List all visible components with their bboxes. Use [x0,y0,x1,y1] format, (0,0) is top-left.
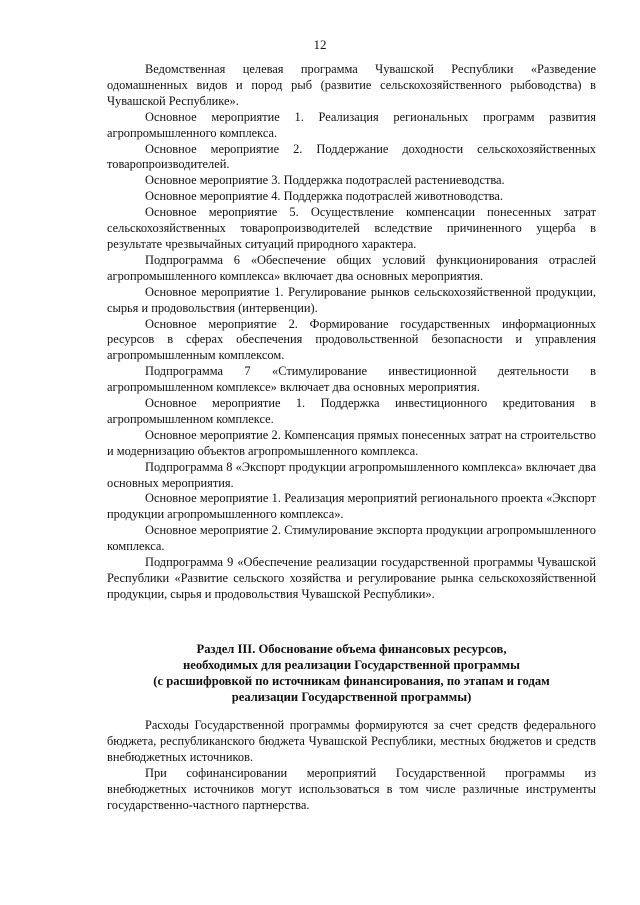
paragraph: Подпрограмма 6 «Обеспечение общих условий функционирования отраслей агропромышленного комплекса» включает два основных мероприятия. [107,252,596,283]
paragraph: Ведомственная целевая программа Чувашской Республики «Разведение одомашненных видов и пород рыб (развитие сельскохозяйственного рыбоводства) в Чувашской Республике». [107,62,596,108]
paragraph: При софинансировании мероприятий Государственной программы из внебюджетных источников могут использоваться в том числе различные инструменты государственно-частного партнерства. [107,765,596,812]
paragraph: Расходы Государственной программы формируются за счет средств федерального бюджета, республиканского бюджета Чувашской Республики, местных бюджетов и средств внебюджетных источников. [107,718,596,764]
paragraph: Основное мероприятие 2. Стимулирование экспорта продукции агропромышленного комплекса. [107,523,596,554]
paragraph: Основное мероприятие 4. Поддержка подотраслей животноводства. [145,189,504,204]
paragraph: Подпрограмма 7 «Стимулирование инвестиционной деятельности в агропромышленном комплексе» включает два основных мероприятия. [107,364,596,395]
section-heading [107,641,596,705]
paragraph: Основное мероприятие 2. Формирование государственных информационных ресурсов в сферах обеспечения продовольственной безопасности и управления агропромышленным комплексом. [107,316,596,363]
paragraph: Подпрограмма 9 «Обеспечение реализации государственной программы Чувашской Республики «Развитие сельского хозяйства и регулирование рынка сельскохозяйственной продукции, сырья и продовольствия Чувашской Республики». [107,555,596,601]
section-heading-line: (с расшифровкой по источникам финансирования, по этапам и годам [153,674,550,688]
paragraph: Подпрограмма 8 «Экспорт продукции агропромышленного комплекса» включает два основных мероприятия. [107,459,596,490]
paragraph: Основное мероприятие 1. Поддержка инвестиционного кредитования в агропромышленном комплексе. [107,396,596,426]
paragraph: Основное мероприятие 1. Реализация мероприятий регионального проекта «Экспорт продукции агропромышленного комплекса». [107,491,596,522]
paragraph: Основное мероприятие 2. Поддержание доходности сельскохозяйственных товаропроизводителей. [107,141,596,172]
section-heading-line: необходимых для реализации Государственной программы [183,658,520,672]
section-heading-line: реализации Государственной программы) [231,690,472,704]
body-text [107,62,596,603]
paragraph: Основное мероприятие 1. Регулирование рынков сельскохозяйственной продукции, сырья и продовольствия (интервенции). [107,284,596,315]
paragraph: Основное мероприятие 3. Поддержка подотраслей растениеводства. [145,173,505,188]
page-number: 12 [313,37,327,52]
paragraph: Основное мероприятие 2. Компенсация прямых понесенных затрат на строительство и модернизацию объектов агропромышленного комплекса. [107,427,596,458]
paragraph: Основное мероприятие 1. Реализация региональных программ развития агропромышленного комплекса. [107,109,596,140]
closing-text [107,718,596,813]
paragraph: Основное мероприятие 5. Осуществление компенсации понесенных затрат сельскохозяйственных товаропроизводителей вследствие причиненного ущерба в результате чрезвычайных ситуаций природного характера. [107,205,596,251]
section-heading-line: Раздел III. Обоснование объема финансовых ресурсов, [196,642,507,656]
